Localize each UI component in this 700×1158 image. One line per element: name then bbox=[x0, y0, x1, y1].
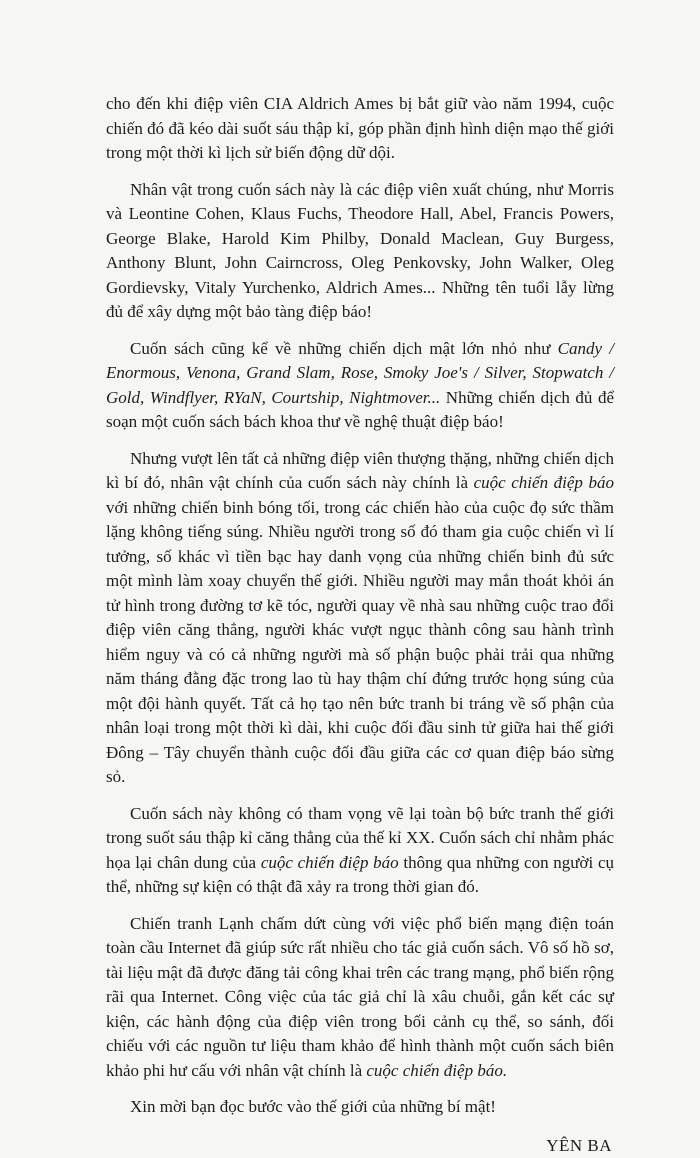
text-segment: Cuốn sách cũng kể về những chiến dịch mật lớn nhỏ như bbox=[130, 339, 558, 358]
paragraph bbox=[106, 178, 614, 325]
paragraph bbox=[106, 1095, 614, 1120]
text-segment: Nhưng vượt lên tất cả những điệp viên thượng thặng, những chiến dịch kì bí đó, nhân vật chính của cuốn sách này chính là bbox=[106, 449, 614, 493]
italic-text-segment: cuộc chiến điệp báo bbox=[261, 853, 399, 872]
body-text bbox=[106, 92, 614, 1120]
italic-text-segment: cuộc chiến điệp báo. bbox=[366, 1061, 507, 1080]
text-segment: Xin mời bạn đọc bước vào thế giới của những bí mật! bbox=[130, 1097, 496, 1116]
text-segment: Những chiến dịch đủ để soạn một cuốn sách bách khoa thư về nghệ thuật điệp báo! bbox=[106, 388, 614, 432]
italic-text-segment: Candy / Enormous, Venona, Grand Slam, Rose, Smoky Joe's / Silver, Stopwatch / Gold, Windflyer, RYaN, Courtship, Nightmover... bbox=[106, 339, 614, 407]
paragraph bbox=[106, 802, 614, 900]
paragraph bbox=[106, 337, 614, 435]
author-signature: YÊN BA bbox=[106, 1134, 614, 1158]
text-segment: Chiến tranh Lạnh chấm dứt cùng với việc phổ biến mạng điện toán toàn cầu Internet đã giúp sức rất nhiều cho tác giả cuốn sách. Vô số hồ sơ, tài liệu mật đã được đăng tải công khai trên các trang mạng, phổ biến rộng rãi qua Internet. Công việc của tác giả chỉ là xâu chuỗi, gắn kết các sự kiện, các hành động của điệp viên trong bối cảnh cụ thể, so sánh, đối chiếu với các nguồn tư liệu tham khảo để hình thành một cuốn sách biên khảo phi hư cấu với nhân vật chính là bbox=[106, 914, 614, 1080]
paragraph bbox=[106, 92, 614, 166]
italic-text-segment: cuộc chiến điệp báo bbox=[474, 473, 614, 492]
paragraph bbox=[106, 447, 614, 790]
text-segment: thông qua những con người cụ thể, những sự kiện có thật đã xảy ra trong thời gian đó. bbox=[106, 853, 614, 897]
text-segment: Cuốn sách này không có tham vọng vẽ lại toàn bộ bức tranh thế giới trong suốt sáu thập kỉ căng thẳng của thế kỉ XX. Cuốn sách chỉ nhằm phác họa lại chân dung của bbox=[106, 804, 614, 872]
paragraph bbox=[106, 912, 614, 1084]
text-segment: Nhân vật trong cuốn sách này là các điệp viên xuất chúng, như Morris và Leontine Cohen, Klaus Fuchs, Theodore Hall, Abel, Francis Powers, George Blake, Harold Kim Philby, Donald Maclean, Guy Burgess, Anthony Blunt, John Cairncross, Oleg Penkovsky, John Walker, Oleg Gordievsky, Vitaly Yurchenko, Aldrich Ames... Những tên tuổi lẫy lừng đủ để xây dựng một bảo tàng điệp báo! bbox=[106, 180, 614, 322]
text-segment: với những chiến binh bóng tối, trong các chiến hào của cuộc đọ sức thầm lặng không tiếng súng. Nhiều người trong số đó tham gia cuộc chiến vì lí tưởng, số khác vì tiền bạc hay danh vọng của những chiến binh đủ sức một mình làm xoay chuyển thế giới. Nhiều người may mắn thoát khỏi án tử hình trong đường tơ kẽ tóc, người quay về nhà sau những cuộc trao đổi điệp viên căng thẳng, người khác vượt ngục thành công sau hành trình hiểm nguy và có cả những người mà số phận buộc phải trải qua những năm tháng đằng đặc trong lao tù hay thậm chí đứng trước họng súng của một đội hành quyết. Tất cả họ tạo nên bức tranh bi tráng về số phận của nhân loại trong một thời kì dài, khi cuộc đối đầu sinh tử giữa hai thế giới Đông – Tây chuyển thành cuộc đối đầu giữa các cơ quan điệp báo sừng sỏ. bbox=[106, 498, 614, 787]
text-segment: cho đến khi điệp viên CIA Aldrich Ames bị bắt giữ vào năm 1994, cuộc chiến đó đã kéo dài suốt sáu thập kỉ, góp phần định hình diện mạo thế giới trong một thời kì lịch sử biến động dữ dội. bbox=[106, 94, 614, 162]
